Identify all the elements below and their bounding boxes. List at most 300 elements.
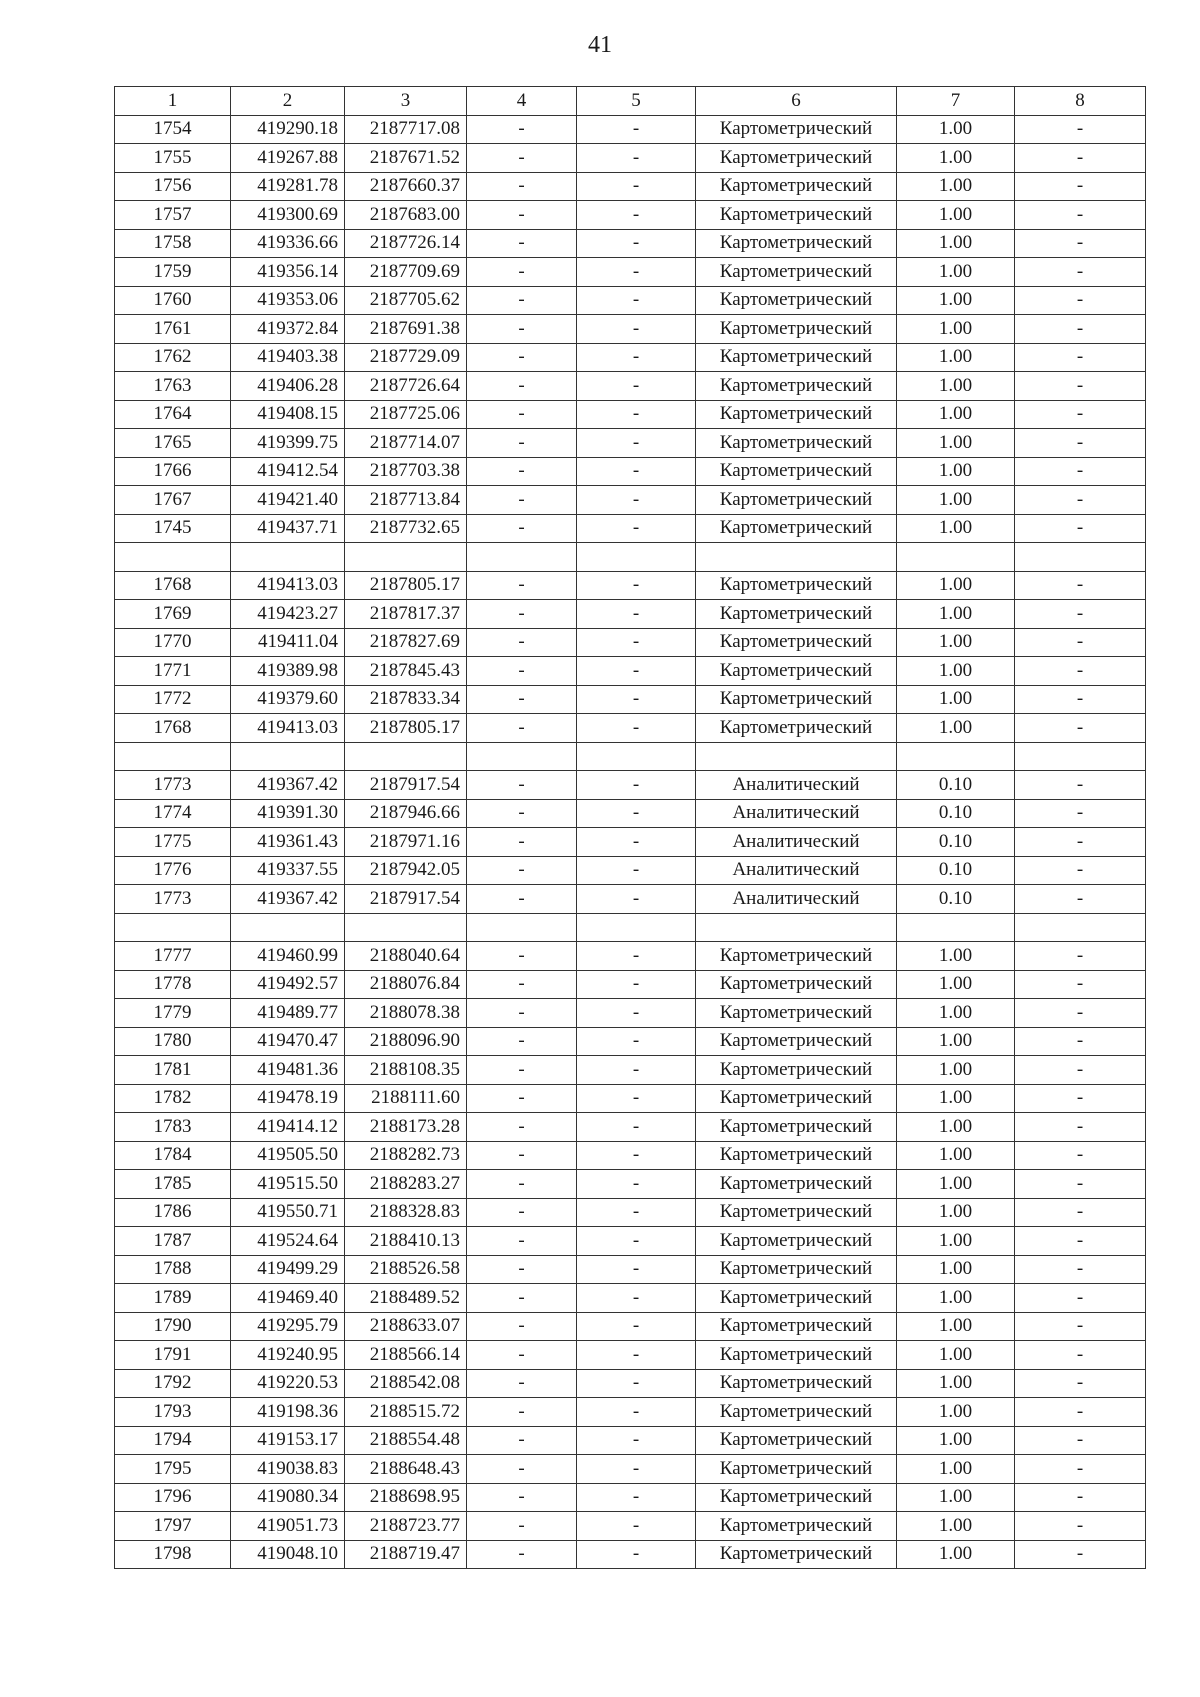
accuracy-cell: 1.00 [897, 1455, 1015, 1484]
x-coordinate-cell: 419367.42 [231, 771, 345, 800]
col8-cell: - [1015, 400, 1146, 429]
table-row [115, 144, 1146, 173]
accuracy-cell: 1.00 [897, 1056, 1015, 1085]
point-number-cell: 1758 [115, 229, 231, 258]
table-row [115, 970, 1146, 999]
col4-cell: - [467, 856, 577, 885]
table-row [115, 1113, 1146, 1142]
method-cell: Картометрический [696, 372, 897, 401]
col8-cell: - [1015, 1540, 1146, 1569]
col5-cell: - [577, 1084, 696, 1113]
point-number-cell: 1775 [115, 828, 231, 857]
method-cell: Картометрический [696, 1426, 897, 1455]
point-number-cell: 1768 [115, 571, 231, 600]
column-header: 6 [696, 87, 897, 116]
x-coordinate-cell: 419367.42 [231, 885, 345, 914]
method-cell: Картометрический [696, 999, 897, 1028]
y-coordinate-cell: 2187726.14 [345, 229, 467, 258]
point-number-cell: 1798 [115, 1540, 231, 1569]
point-number-cell: 1770 [115, 628, 231, 657]
method-cell: Картометрический [696, 1084, 897, 1113]
col8-cell: - [1015, 144, 1146, 173]
x-coordinate-cell: 419412.54 [231, 457, 345, 486]
method-cell: Картометрический [696, 343, 897, 372]
x-coordinate-cell: 419460.99 [231, 942, 345, 971]
point-number-cell: 1767 [115, 486, 231, 515]
column-header: 5 [577, 87, 696, 116]
accuracy-cell: 1.00 [897, 229, 1015, 258]
accuracy-cell: 1.00 [897, 1198, 1015, 1227]
y-coordinate-cell: 2188554.48 [345, 1426, 467, 1455]
col5-cell: - [577, 600, 696, 629]
col5-cell: - [577, 799, 696, 828]
table-row [115, 1227, 1146, 1256]
y-coordinate-cell: 2187709.69 [345, 258, 467, 287]
point-number-cell: 1783 [115, 1113, 231, 1142]
col4-cell [467, 742, 577, 771]
accuracy-cell: 1.00 [897, 258, 1015, 287]
y-coordinate-cell: 2188076.84 [345, 970, 467, 999]
accuracy-cell [897, 742, 1015, 771]
col5-cell: - [577, 1540, 696, 1569]
col5-cell: - [577, 1027, 696, 1056]
col5-cell: - [577, 657, 696, 686]
x-coordinate-cell: 419423.27 [231, 600, 345, 629]
table-separator-row [115, 742, 1146, 771]
table-body [115, 115, 1146, 1569]
col8-cell: - [1015, 1398, 1146, 1427]
col4-cell: - [467, 1455, 577, 1484]
y-coordinate-cell: 2188040.64 [345, 942, 467, 971]
col5-cell: - [577, 970, 696, 999]
point-number-cell: 1773 [115, 771, 231, 800]
method-cell: Картометрический [696, 1341, 897, 1370]
col5-cell: - [577, 1056, 696, 1085]
point-number-cell: 1789 [115, 1284, 231, 1313]
accuracy-cell: 1.00 [897, 1369, 1015, 1398]
col4-cell: - [467, 1084, 577, 1113]
y-coordinate-cell: 2187917.54 [345, 771, 467, 800]
y-coordinate-cell: 2188328.83 [345, 1198, 467, 1227]
method-cell: Картометрический [696, 1227, 897, 1256]
table-row [115, 429, 1146, 458]
table-header-row [115, 87, 1146, 116]
method-cell: Картометрический [696, 1512, 897, 1541]
col8-cell: - [1015, 315, 1146, 344]
x-coordinate-cell: 419336.66 [231, 229, 345, 258]
table-row [115, 1426, 1146, 1455]
table-row [115, 1284, 1146, 1313]
x-coordinate-cell: 419481.36 [231, 1056, 345, 1085]
col5-cell: - [577, 999, 696, 1028]
table-row [115, 1255, 1146, 1284]
col4-cell: - [467, 1398, 577, 1427]
col5-cell: - [577, 201, 696, 230]
method-cell: Картометрический [696, 1455, 897, 1484]
method-cell: Картометрический [696, 201, 897, 230]
x-coordinate-cell: 419413.03 [231, 571, 345, 600]
x-coordinate-cell: 419361.43 [231, 828, 345, 857]
accuracy-cell: 1.00 [897, 942, 1015, 971]
col4-cell: - [467, 1141, 577, 1170]
col8-cell: - [1015, 942, 1146, 971]
column-header: 8 [1015, 87, 1146, 116]
x-coordinate-cell: 419240.95 [231, 1341, 345, 1370]
col8-cell [1015, 543, 1146, 572]
table-row [115, 799, 1146, 828]
col5-cell: - [577, 514, 696, 543]
x-coordinate-cell: 419295.79 [231, 1312, 345, 1341]
point-number-cell: 1787 [115, 1227, 231, 1256]
col5-cell: - [577, 372, 696, 401]
col5-cell [577, 742, 696, 771]
accuracy-cell: 0.10 [897, 828, 1015, 857]
method-cell: Картометрический [696, 685, 897, 714]
col4-cell: - [467, 657, 577, 686]
col5-cell: - [577, 343, 696, 372]
table-row [115, 1027, 1146, 1056]
col5-cell: - [577, 771, 696, 800]
column-header: 2 [231, 87, 345, 116]
x-coordinate-cell: 419470.47 [231, 1027, 345, 1056]
col4-cell: - [467, 1512, 577, 1541]
y-coordinate-cell: 2187817.37 [345, 600, 467, 629]
col4-cell: - [467, 1198, 577, 1227]
point-number-cell: 1790 [115, 1312, 231, 1341]
accuracy-cell: 1.00 [897, 1540, 1015, 1569]
table-row [115, 372, 1146, 401]
col4-cell: - [467, 628, 577, 657]
col4-cell: - [467, 514, 577, 543]
col5-cell: - [577, 1284, 696, 1313]
x-coordinate-cell: 419389.98 [231, 657, 345, 686]
col8-cell [1015, 742, 1146, 771]
x-coordinate-cell: 419478.19 [231, 1084, 345, 1113]
col4-cell: - [467, 172, 577, 201]
col5-cell: - [577, 714, 696, 743]
col4-cell: - [467, 315, 577, 344]
table-row [115, 343, 1146, 372]
col8-cell: - [1015, 429, 1146, 458]
col4-cell: - [467, 1255, 577, 1284]
point-number-cell: 1759 [115, 258, 231, 287]
point-number-cell: 1745 [115, 514, 231, 543]
x-coordinate-cell: 419437.71 [231, 514, 345, 543]
col5-cell: - [577, 1113, 696, 1142]
col8-cell: - [1015, 1113, 1146, 1142]
col4-cell: - [467, 828, 577, 857]
method-cell: Аналитический [696, 799, 897, 828]
accuracy-cell: 1.00 [897, 286, 1015, 315]
col8-cell: - [1015, 286, 1146, 315]
point-number-cell [115, 913, 231, 942]
y-coordinate-cell: 2188698.95 [345, 1483, 467, 1512]
accuracy-cell: 1.00 [897, 1113, 1015, 1142]
col8-cell [1015, 913, 1146, 942]
x-coordinate-cell: 419356.14 [231, 258, 345, 287]
y-coordinate-cell: 2188719.47 [345, 1540, 467, 1569]
accuracy-cell: 1.00 [897, 1141, 1015, 1170]
col5-cell [577, 543, 696, 572]
point-number-cell: 1763 [115, 372, 231, 401]
method-cell: Картометрический [696, 1312, 897, 1341]
y-coordinate-cell: 2188723.77 [345, 1512, 467, 1541]
table-row [115, 628, 1146, 657]
y-coordinate-cell: 2188111.60 [345, 1084, 467, 1113]
method-cell [696, 913, 897, 942]
method-cell: Картометрический [696, 600, 897, 629]
y-coordinate-cell: 2187946.66 [345, 799, 467, 828]
col5-cell: - [577, 457, 696, 486]
col4-cell: - [467, 372, 577, 401]
method-cell: Картометрический [696, 1170, 897, 1199]
col8-cell: - [1015, 628, 1146, 657]
col8-cell: - [1015, 457, 1146, 486]
col8-cell: - [1015, 828, 1146, 857]
col4-cell [467, 543, 577, 572]
accuracy-cell: 1.00 [897, 1341, 1015, 1370]
y-coordinate-cell: 2188542.08 [345, 1369, 467, 1398]
table-row [115, 315, 1146, 344]
x-coordinate-cell: 419391.30 [231, 799, 345, 828]
point-number-cell: 1760 [115, 286, 231, 315]
col4-cell: - [467, 970, 577, 999]
col4-cell: - [467, 1312, 577, 1341]
col5-cell: - [577, 429, 696, 458]
col4-cell: - [467, 457, 577, 486]
table-row [115, 1483, 1146, 1512]
x-coordinate-cell: 419290.18 [231, 115, 345, 144]
col8-cell: - [1015, 657, 1146, 686]
accuracy-cell: 1.00 [897, 999, 1015, 1028]
table-row [115, 229, 1146, 258]
col4-cell: - [467, 685, 577, 714]
x-coordinate-cell: 419492.57 [231, 970, 345, 999]
col4-cell: - [467, 1170, 577, 1199]
point-number-cell: 1764 [115, 400, 231, 429]
col4-cell: - [467, 1426, 577, 1455]
y-coordinate-cell: 2187971.16 [345, 828, 467, 857]
col5-cell: - [577, 1255, 696, 1284]
y-coordinate-cell: 2187703.38 [345, 457, 467, 486]
col4-cell: - [467, 1369, 577, 1398]
point-number-cell: 1756 [115, 172, 231, 201]
col4-cell: - [467, 258, 577, 287]
point-number-cell: 1794 [115, 1426, 231, 1455]
table-row [115, 1540, 1146, 1569]
col4-cell: - [467, 1341, 577, 1370]
col8-cell: - [1015, 201, 1146, 230]
table-row [115, 1056, 1146, 1085]
y-coordinate-cell: 2187845.43 [345, 657, 467, 686]
col8-cell: - [1015, 115, 1146, 144]
col4-cell: - [467, 286, 577, 315]
col5-cell: - [577, 1141, 696, 1170]
table-row [115, 657, 1146, 686]
col8-cell: - [1015, 172, 1146, 201]
col4-cell: - [467, 1284, 577, 1313]
point-number-cell: 1768 [115, 714, 231, 743]
y-coordinate-cell: 2188282.73 [345, 1141, 467, 1170]
point-number-cell: 1755 [115, 144, 231, 173]
y-coordinate-cell: 2187833.34 [345, 685, 467, 714]
table-row [115, 457, 1146, 486]
col8-cell: - [1015, 258, 1146, 287]
col8-cell: - [1015, 1056, 1146, 1085]
y-coordinate-cell: 2188173.28 [345, 1113, 467, 1142]
method-cell: Картометрический [696, 514, 897, 543]
accuracy-cell: 1.00 [897, 514, 1015, 543]
col8-cell: - [1015, 1483, 1146, 1512]
col4-cell: - [467, 343, 577, 372]
accuracy-cell: 1.00 [897, 1398, 1015, 1427]
col5-cell: - [577, 1369, 696, 1398]
accuracy-cell: 1.00 [897, 1255, 1015, 1284]
method-cell: Картометрический [696, 486, 897, 515]
col8-cell: - [1015, 486, 1146, 515]
point-number-cell: 1797 [115, 1512, 231, 1541]
accuracy-cell: 1.00 [897, 457, 1015, 486]
method-cell: Картометрический [696, 1113, 897, 1142]
point-number-cell: 1780 [115, 1027, 231, 1056]
col8-cell: - [1015, 885, 1146, 914]
col5-cell: - [577, 1341, 696, 1370]
col8-cell: - [1015, 1369, 1146, 1398]
x-coordinate-cell: 419499.29 [231, 1255, 345, 1284]
point-number-cell: 1788 [115, 1255, 231, 1284]
y-coordinate-cell [345, 913, 467, 942]
point-number-cell: 1776 [115, 856, 231, 885]
col5-cell: - [577, 258, 696, 287]
col5-cell: - [577, 942, 696, 971]
x-coordinate-cell: 419421.40 [231, 486, 345, 515]
y-coordinate-cell: 2188648.43 [345, 1455, 467, 1484]
x-coordinate-cell: 419379.60 [231, 685, 345, 714]
col5-cell: - [577, 1198, 696, 1227]
table-row [115, 1398, 1146, 1427]
accuracy-cell: 0.10 [897, 799, 1015, 828]
col4-cell: - [467, 486, 577, 515]
x-coordinate-cell: 419489.77 [231, 999, 345, 1028]
y-coordinate-cell: 2188108.35 [345, 1056, 467, 1085]
col5-cell: - [577, 628, 696, 657]
table-row [115, 942, 1146, 971]
y-coordinate-cell: 2188283.27 [345, 1170, 467, 1199]
col5-cell: - [577, 1483, 696, 1512]
col5-cell: - [577, 1426, 696, 1455]
point-number-cell: 1778 [115, 970, 231, 999]
point-number-cell: 1773 [115, 885, 231, 914]
y-coordinate-cell: 2188566.14 [345, 1341, 467, 1370]
y-coordinate-cell: 2187827.69 [345, 628, 467, 657]
column-header: 3 [345, 87, 467, 116]
table-row [115, 714, 1146, 743]
method-cell: Картометрический [696, 1198, 897, 1227]
y-coordinate-cell: 2188078.38 [345, 999, 467, 1028]
accuracy-cell: 1.00 [897, 343, 1015, 372]
col8-cell: - [1015, 771, 1146, 800]
point-number-cell [115, 742, 231, 771]
x-coordinate-cell: 419300.69 [231, 201, 345, 230]
x-coordinate-cell [231, 742, 345, 771]
col8-cell: - [1015, 714, 1146, 743]
x-coordinate-cell: 419337.55 [231, 856, 345, 885]
col5-cell: - [577, 1455, 696, 1484]
column-header: 7 [897, 87, 1015, 116]
accuracy-cell: 1.00 [897, 1170, 1015, 1199]
y-coordinate-cell: 2188489.52 [345, 1284, 467, 1313]
point-number-cell: 1796 [115, 1483, 231, 1512]
col4-cell: - [467, 799, 577, 828]
method-cell [696, 742, 897, 771]
point-number-cell: 1785 [115, 1170, 231, 1199]
accuracy-cell [897, 543, 1015, 572]
accuracy-cell: 1.00 [897, 970, 1015, 999]
y-coordinate-cell: 2187717.08 [345, 115, 467, 144]
col4-cell: - [467, 201, 577, 230]
method-cell: Картометрический [696, 942, 897, 971]
table-row [115, 286, 1146, 315]
column-header: 1 [115, 87, 231, 116]
table-row [115, 771, 1146, 800]
x-coordinate-cell: 419281.78 [231, 172, 345, 201]
point-number-cell: 1781 [115, 1056, 231, 1085]
accuracy-cell: 1.00 [897, 1483, 1015, 1512]
point-number-cell: 1786 [115, 1198, 231, 1227]
x-coordinate-cell [231, 913, 345, 942]
method-cell: Картометрический [696, 429, 897, 458]
table-separator-row [115, 543, 1146, 572]
point-number-cell: 1761 [115, 315, 231, 344]
point-number-cell: 1754 [115, 115, 231, 144]
col8-cell: - [1015, 1027, 1146, 1056]
method-cell: Аналитический [696, 856, 897, 885]
point-number-cell: 1769 [115, 600, 231, 629]
table-row [115, 1170, 1146, 1199]
accuracy-cell: 1.00 [897, 1027, 1015, 1056]
page-number: 41 [588, 32, 612, 58]
point-number-cell: 1793 [115, 1398, 231, 1427]
col4-cell [467, 913, 577, 942]
col8-cell: - [1015, 1455, 1146, 1484]
x-coordinate-cell: 419080.34 [231, 1483, 345, 1512]
x-coordinate-cell: 419413.03 [231, 714, 345, 743]
col5-cell: - [577, 400, 696, 429]
table-row [115, 856, 1146, 885]
y-coordinate-cell [345, 742, 467, 771]
x-coordinate-cell: 419408.15 [231, 400, 345, 429]
col8-cell: - [1015, 970, 1146, 999]
point-number-cell: 1792 [115, 1369, 231, 1398]
col8-cell: - [1015, 514, 1146, 543]
accuracy-cell: 1.00 [897, 429, 1015, 458]
accuracy-cell: 1.00 [897, 571, 1015, 600]
y-coordinate-cell: 2187683.00 [345, 201, 467, 230]
method-cell: Картометрический [696, 1141, 897, 1170]
x-coordinate-cell: 419267.88 [231, 144, 345, 173]
col5-cell: - [577, 315, 696, 344]
table-row [115, 201, 1146, 230]
col8-cell: - [1015, 999, 1146, 1028]
table-row [115, 1455, 1146, 1484]
point-number-cell: 1766 [115, 457, 231, 486]
col4-cell: - [467, 1027, 577, 1056]
method-cell: Картометрический [696, 115, 897, 144]
y-coordinate-cell [345, 543, 467, 572]
y-coordinate-cell: 2187732.65 [345, 514, 467, 543]
col8-cell: - [1015, 571, 1146, 600]
point-number-cell: 1779 [115, 999, 231, 1028]
